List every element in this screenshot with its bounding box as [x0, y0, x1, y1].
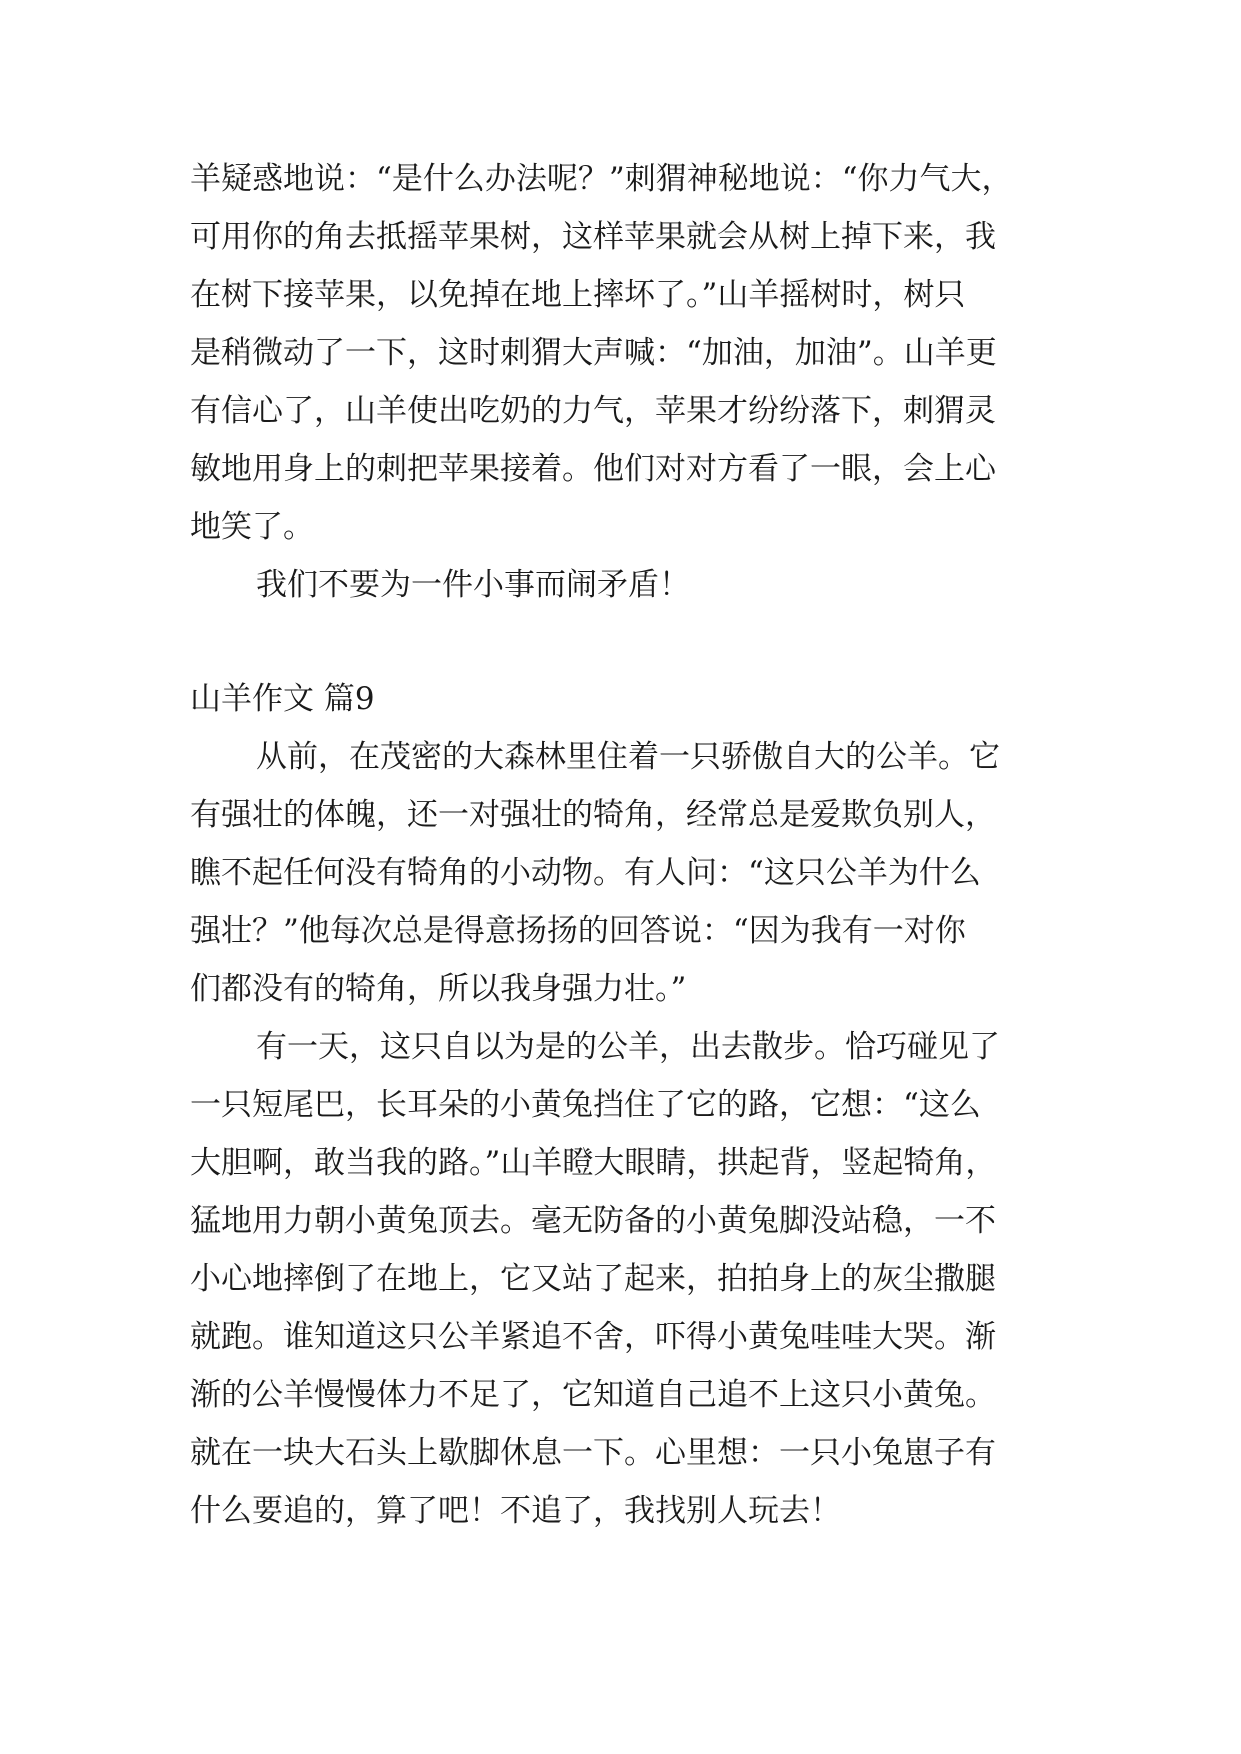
section-spacer [190, 614, 1070, 670]
text-line: 一只短尾巴，长耳朵的小黄兔挡住了它的路，它想：“这么 [190, 1087, 981, 1123]
text-line: 从前，在茂密的大森林里住着一只骄傲自大的公羊。它 [256, 739, 1000, 775]
text-line: 就跑。谁知道这只公羊紧追不舍，吓得小黄兔哇哇大哭。渐 [190, 1319, 996, 1355]
text-line: 羊疑惑地说：“是什么办法呢？”刺猬神秘地说：“你力气大， [190, 161, 1013, 197]
text-line: 就在一块大石头上歇脚休息一下。心里想：一只小兔崽子有 [190, 1435, 996, 1471]
text-line: 可用你的角去抵摇苹果树，这样苹果就会从树上掉下来，我 [190, 219, 996, 255]
text-line: 大胆啊，敢当我的路。”山羊瞪大眼睛，拱起背，竖起犄角， [190, 1145, 997, 1181]
text-line: 在树下接苹果，以免掉在地上摔坏了。”山羊摇树时，树只 [190, 277, 966, 313]
paragraph-closing [190, 556, 1070, 614]
text-line: 什么要追的，算了吧！不追了，我找别人玩去！ [190, 1493, 841, 1529]
text-line: 有信心了，山羊使出吃奶的力气，苹果才纷纷落下，刺猬灵 [190, 393, 996, 429]
text-line: 渐的公羊慢慢体力不足了，它知道自己追不上这只小黄兔。 [190, 1377, 996, 1413]
text-line: 是稍微动了一下，这时刺猬大声喊：“加油，加油”。山羊更 [190, 335, 997, 371]
section-heading [190, 670, 1070, 728]
text-line: 地笑了。 [190, 509, 314, 545]
paragraph-ram-chase [190, 1018, 1070, 1540]
text-line: 小心地摔倒了在地上，它又站了起来，拍拍身上的灰尘撒腿 [190, 1261, 996, 1297]
text-line: 瞧不起任何没有犄角的小动物。有人问：“这只公羊为什么 [190, 855, 981, 891]
text-line: 有强壮的体魄，还一对强壮的犄角，经常总是爱欺负别人， [190, 797, 996, 833]
text-line: 猛地用力朝小黄兔顶去。毫无防备的小黄兔脚没站稳，一不 [190, 1203, 996, 1239]
text-line: 们都没有的犄角，所以我身强力壮。” [190, 971, 687, 1007]
heading-text: 山羊作文 篇9 [190, 681, 375, 717]
document-page [190, 150, 1070, 1540]
paragraph-ram-intro [190, 728, 1070, 1018]
paragraph-story-continuation [190, 150, 1070, 556]
text-line: 有一天，这只自以为是的公羊，出去散步。恰巧碰见了 [256, 1029, 1000, 1065]
text-line: 敏地用身上的刺把苹果接着。他们对对方看了一眼，会上心 [190, 451, 996, 487]
text-line: 强壮？”他每次总是得意扬扬的回答说：“因为我有一对你 [190, 913, 966, 949]
text-line: 我们不要为一件小事而闹矛盾！ [256, 567, 690, 603]
